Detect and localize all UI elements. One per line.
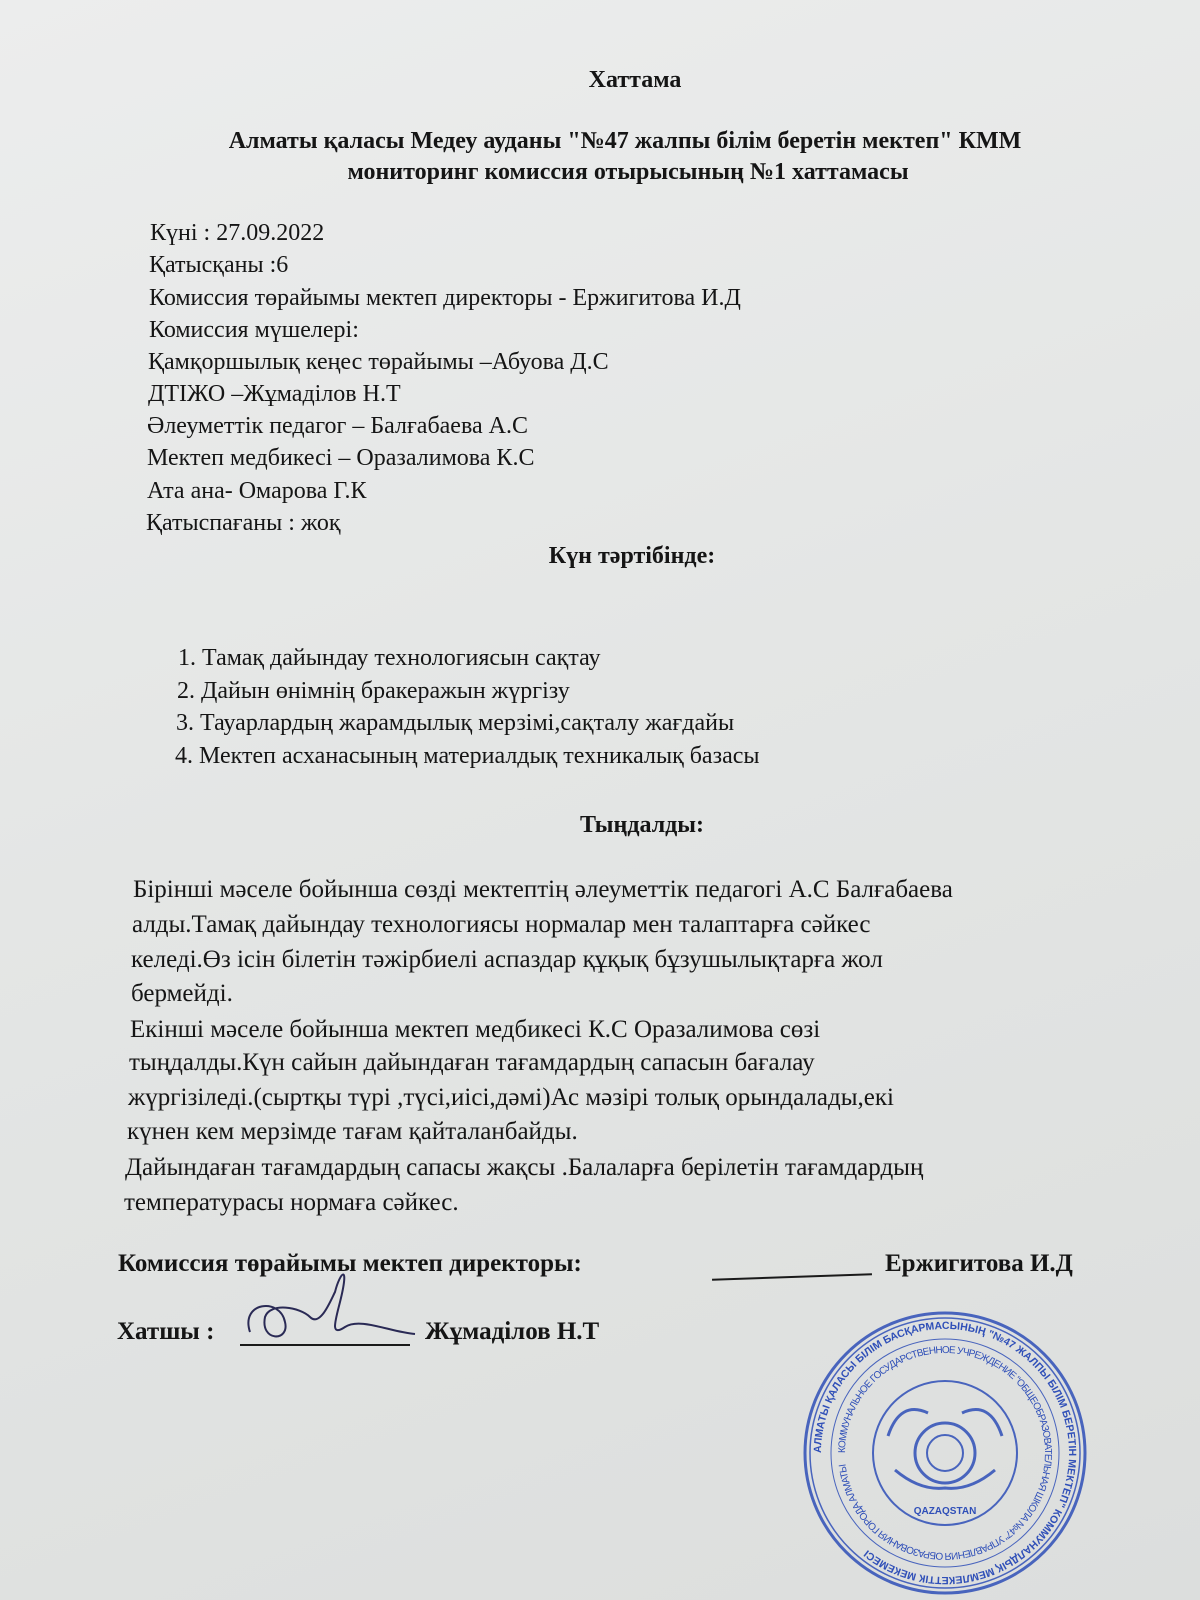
info-line: Комиссия мүшелері:: [149, 317, 359, 343]
secretary-label: Хатшы :: [117, 1318, 215, 1345]
agenda-item: 1. Тамақ дайындау технологиясын сақтау: [178, 645, 601, 671]
body-line: күнен кем мерзімде тағам қайталанбайды.: [127, 1118, 578, 1145]
stamp-outer-text: АЛМАТЫ ҚАЛАСЫ БІЛІМ БАСҚАРМАСЫНЫҢ "№47 ЖАЛПЫ БІЛІМ БЕРЕТІН МЕКТЕП" КОММУНАЛДЫҚ МЕМЛЕКЕТТІК МЕКЕМЕСІ: [811, 1319, 1079, 1587]
heard-heading: Тыңдалды:: [579, 812, 705, 838]
info-line: Әлеуметтік педагог – Балғабаева А.С: [147, 413, 528, 439]
handwritten-signature: [240, 1262, 420, 1352]
svg-text:КОММУНАЛЬНОЕ ГОСУДАРСТВЕННОЕ У: [837, 1345, 1053, 1561]
agenda-item: 3. Тауарлардың жарамдылық мерзімі,сақталу жағдайы: [176, 710, 735, 736]
document-subtitle-line2: мониторинг комиссия отырысының №1 хаттамасы: [347, 159, 909, 185]
info-line: Қатыспағаны : жоқ: [146, 510, 341, 536]
chair-name: Ержигитова И.Д: [885, 1250, 1073, 1277]
body-line: жүргізіледі.(сыртқы түрі ,түсі,иісі,дәмі)Ас мәзірі толық орындалады,екі: [128, 1084, 894, 1111]
info-line: Мектеп медбикесі – Оразалимова К.С: [147, 445, 535, 471]
info-line: Комиссия төрайымы мектеп директоры - Ержигитова И.Д: [149, 285, 741, 311]
chair-signature-line: [712, 1273, 872, 1281]
body-line: алды.Тамақ дайындау технологиясы нормалар мен талаптарға сәйкес: [132, 911, 871, 938]
stamp-inner-text: КОММУНАЛЬНОЕ ГОСУДАРСТВЕННОЕ УЧРЕЖДЕНИЕ "ОБЩЕОБРАЗОВАТЕЛЬНАЯ ШКОЛА №47" УПРАВЛЕНИЯ ОБРАЗОВАНИЯ ГОРОДА АЛМАТЫ: [836, 1344, 1054, 1562]
body-line: температурасы нормаға сәйкес.: [124, 1189, 459, 1216]
emblem-icon: [873, 1381, 1017, 1525]
document-subtitle-line1: Алматы қаласы Медеу ауданы "№47 жалпы білім беретін мектеп" КММ: [228, 128, 1022, 154]
info-line: Қатысқаны :6: [149, 252, 289, 278]
body-line: Екінші мәселе бойынша мектеп медбикесі К.С Оразалимова сөзі: [130, 1016, 821, 1043]
stamp-center-text: QAZAQSTAN: [913, 1506, 977, 1517]
body-line: Бірінші мәселе бойынша сөзді мектептің әлеуметтік педагогі А.С Балғабаева: [133, 876, 953, 903]
body-line: бермейді.: [131, 980, 233, 1007]
body-line: келеді.Өз ісін білетін тәжірбиелі аспаздар құқық бұзушылықтарға жол: [131, 946, 883, 973]
agenda-item: 4. Мектеп асханасының материалдық техникалық базасы: [175, 743, 760, 769]
body-line: Дайындаған тағамдардың сапасы жақсы .Балаларға берілетін тағамдардың: [125, 1154, 924, 1181]
info-line: ДТІЖО –Жұмаділов Н.Т: [148, 381, 401, 407]
info-line: Күні : 27.09.2022: [150, 220, 325, 246]
agenda-heading: Күн тәртібінде:: [548, 543, 716, 569]
document-title: Хаттама: [588, 67, 682, 93]
info-line: Қамқоршылық кеңес төрайымы –Абуова Д.С: [148, 349, 609, 375]
body-line: тыңдалды.Күн сайын дайындаған тағамдардың сапасын бағалау: [129, 1049, 815, 1076]
secretary-name: Жұмаділов Н.Т: [425, 1318, 600, 1345]
official-stamp: [800, 1308, 1090, 1598]
chair-label: Комиссия төрайымы мектеп директоры:: [118, 1250, 582, 1277]
agenda-item: 2. Дайын өнімнің бракеражын жүргізу: [177, 678, 570, 704]
info-line: Ата ана- Омарова Г.К: [147, 478, 367, 504]
svg-text:АЛМАТЫ ҚАЛАСЫ БІЛІМ БАСҚАРМАСЫ: [812, 1320, 1078, 1586]
